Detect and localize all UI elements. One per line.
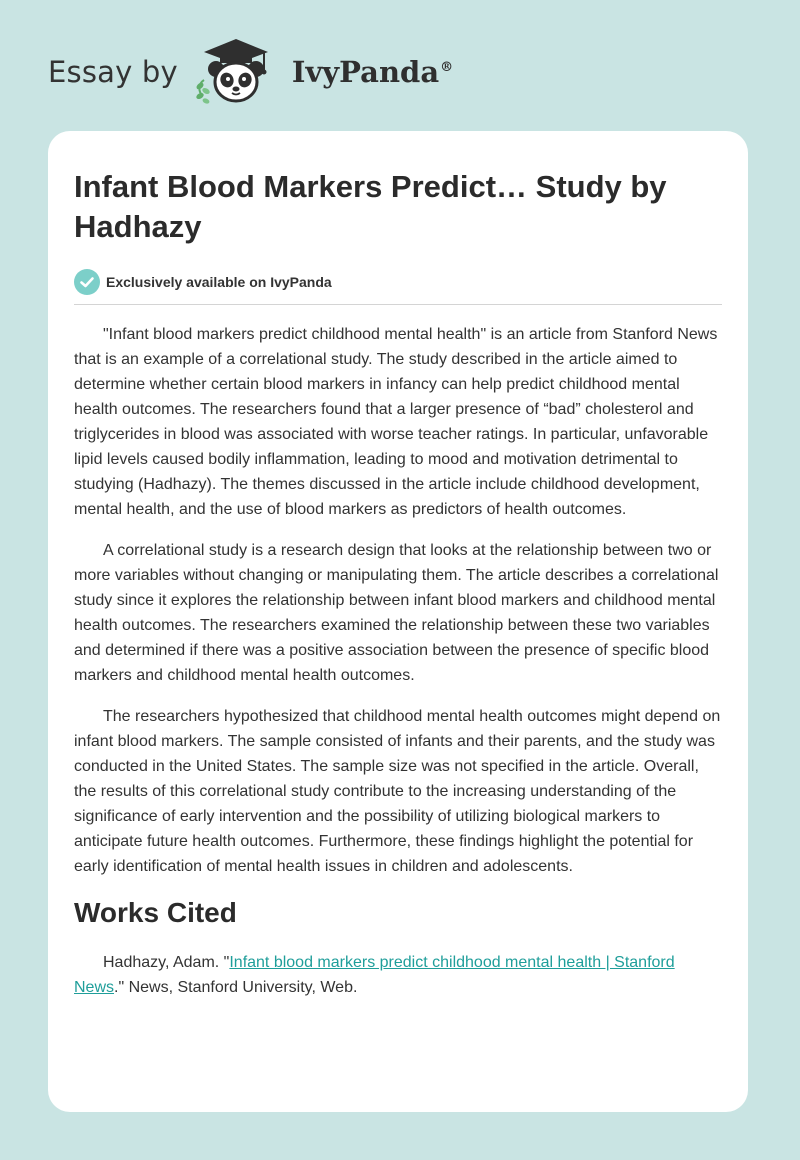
check-circle-icon (74, 269, 100, 295)
site-header (48, 36, 453, 108)
paragraph: The researchers hypothesized that childhood mental health outcomes might depend on infant blood markers. The sample consisted of infants and their parents, and the study was conducted in the United States. The sample size was not specified in the article. Overall, the results of this correlational study contribute to the increasing understanding of the significance of early intervention and the possibility of utilizing biological markers to anticipate future health outcomes. Furthermore, these findings highlight the potential for early identification of mental health issues in children and adolescents. (74, 708, 721, 875)
essay-body (74, 322, 722, 1000)
paragraph: "Infant blood markers predict childhood mental health" is an article from Stanford News that is an example of a correlational study. The study described in the article aimed to determine whether certain blood markers in infancy can help predict childhood mental health outcomes. The researchers found that a larger presence of “bad” cholesterol and triglycerides in blood was associated with worse teacher ratings. In particular, unfavorable lipid levels caused bodily inflammation, leading to mood and motivation detrimental to studying (Hadhazy). The themes discussed in the article include childhood development, mental health, and the use of blood markers as predictors of health outcomes. (74, 326, 718, 518)
paragraph: A correlational study is a research design that looks at the relationship between two or more variables without changing or manipulating them. The article describes a correlational study since it explores the relationship between infant blood markers and childhood mental health outcomes. The researchers examined the relationship between these two variables and determined if there was a positive association between the presence of specific blood markers and childhood mental health outcomes. (74, 542, 719, 684)
registered-mark: ® (440, 60, 454, 76)
citation-link[interactable]: Infant blood markers predict childhood mental health | Stanford News (74, 954, 675, 996)
citation-prefix: Hadhazy, Adam. " (103, 954, 230, 971)
essay-card (48, 131, 748, 1112)
essay-title: Infant Blood Markers Predict… Study by Hadhazy (74, 169, 667, 244)
exclusive-badge (74, 268, 722, 296)
citation-entry (74, 950, 722, 1000)
works-cited-heading: Works Cited (74, 897, 237, 928)
essay-by-label: Essay by (48, 55, 178, 89)
brand-name[interactable]: IvyPanda® (291, 55, 454, 89)
citation-suffix: ." News, Stanford University, Web. (114, 979, 358, 996)
panda-graduate-icon[interactable] (190, 36, 286, 108)
divider (74, 304, 722, 305)
exclusive-label: Exclusively available on IvyPanda (106, 274, 332, 290)
